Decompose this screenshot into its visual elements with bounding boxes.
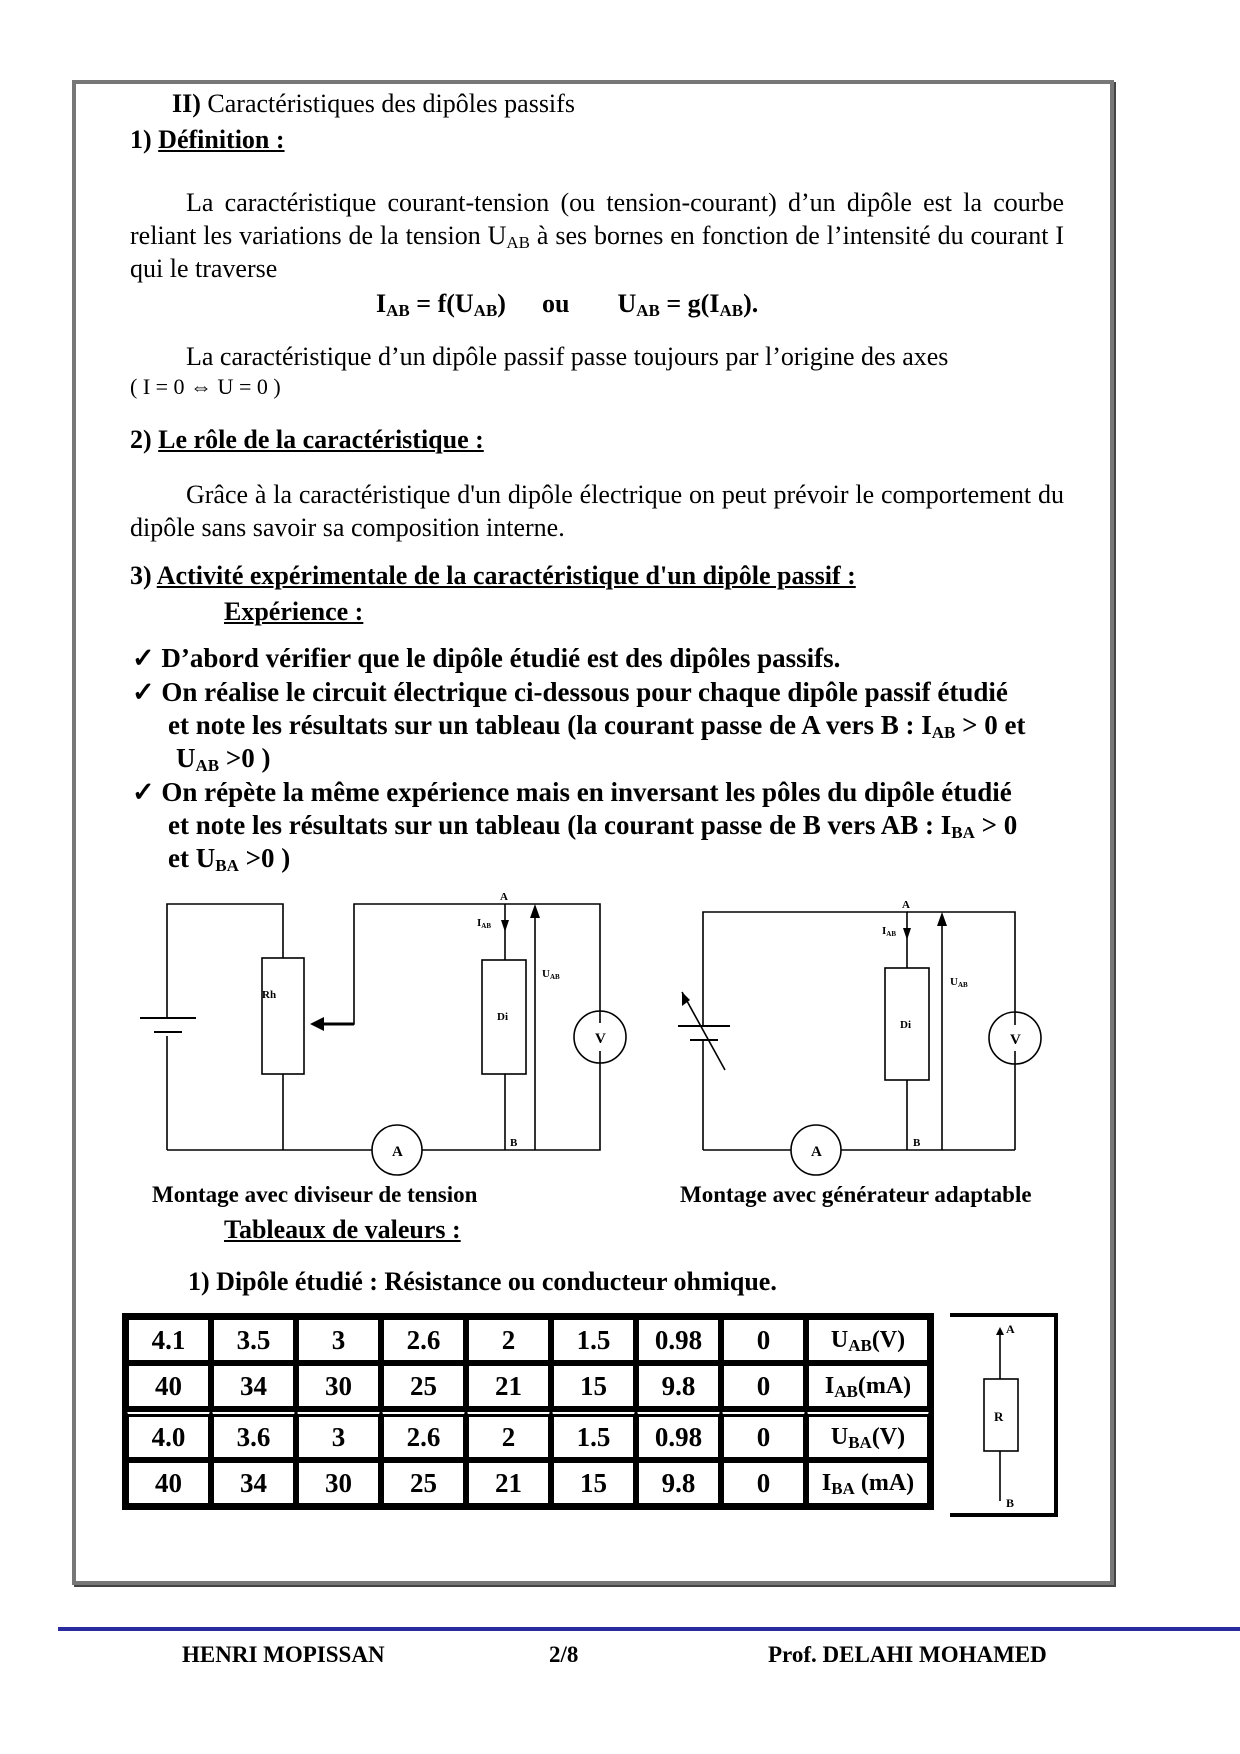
caption-circuit-2: Montage avec générateur adaptable	[680, 1182, 1032, 1207]
svg-text:A: A	[1006, 1322, 1015, 1336]
ammeter-label: A	[392, 1144, 403, 1160]
footer-author: Prof. DELAHI MOHAMED	[768, 1642, 1047, 1667]
node-b-label: B	[510, 1137, 518, 1149]
row-label-uab: $U_{AB}(V)$	[806, 1317, 930, 1363]
check-item-2-line2: et note les résultats sur un tableau (la courant passe de A vers B : $I_{AB} > 0$ et	[168, 710, 1026, 742]
check-item-3-line3: et $U_{BA} >0$ )	[168, 843, 291, 875]
dipole-label-2: Di	[900, 1019, 911, 1031]
row-label-iba: $I_{BA}$ (mA)	[806, 1460, 930, 1506]
formula: $I_{AB} = f(U_{AB})$ ou $U_{AB} = g(I_{AB})$.	[376, 289, 759, 320]
section-title	[172, 88, 575, 120]
check-item-3-line2: et note les résultats sur un tableau (la courant passe de B vers AB : $I_{BA} > 0$	[168, 810, 1018, 842]
ammeter-label-2: A	[811, 1144, 822, 1160]
section-text: Caractéristiques des dipôles passifs	[200, 89, 575, 118]
tables-title: Tableaux de valeurs :	[224, 1215, 461, 1244]
row-label-uba: $U_{BA}(V)$	[806, 1409, 930, 1460]
node-a-label: A	[500, 891, 508, 903]
resistor-symbol	[950, 1317, 1054, 1513]
origin-paragraph: La caractéristique d’un dipôle passif passe toujours par l’origine des axes	[186, 342, 949, 371]
table-row-iba: 40 34 30 25 21 15 9.8 0 $I_{BA}$ (mA)	[126, 1460, 930, 1506]
table-row-uba: 4.0 3.6 3 2.6 2 1.5 0.98 0 $U_{BA}(V)$	[126, 1409, 930, 1460]
section-number: II)	[172, 89, 201, 118]
check-item-1: ✓ D’abord vérifier que le dipôle étudié est des dipôles passifs.	[132, 643, 841, 673]
heading-definition	[130, 124, 285, 156]
voltage-label: UAB	[542, 968, 560, 981]
footer-page-number: 2/8	[549, 1642, 579, 1667]
footer-rule	[58, 1627, 1240, 1631]
rheostat-label: Rh	[262, 989, 277, 1001]
svg-text:R: R	[994, 1409, 1004, 1424]
heading-number: 1)	[130, 125, 152, 154]
table-row-uab: 4.1 3.5 3 2.6 2 1.5 0.98 0 $U_{AB}(V)$	[126, 1317, 930, 1363]
voltmeter-label-2: V	[1010, 1032, 1021, 1048]
dipole-label: Di	[497, 1011, 508, 1023]
circuit-adjustable-generator	[670, 888, 1070, 1178]
footer-school: HENRI MOPISSAN	[182, 1642, 385, 1667]
caption-circuit-1: Montage avec diviseur de tension	[152, 1182, 478, 1207]
circuit-voltage-divider	[120, 888, 640, 1178]
node-a-label-2: A	[902, 899, 910, 911]
heading-role: 2) Le rôle de la caractéristique :	[130, 425, 484, 454]
heading-text: Définition :	[158, 125, 285, 154]
check-item-3: ✓ On répète la même expérience mais en inversant les pôles du dipôle étudié	[132, 777, 1012, 807]
row-label-iab: $I_{AB}(mA)$	[806, 1363, 930, 1409]
svg-text:B: B	[1006, 1496, 1015, 1510]
values-table	[122, 1313, 934, 1510]
voltage-label-2: UAB	[950, 976, 968, 989]
dipole-studied: 1) Dipôle étudié : Résistance ou conducteur ohmique.	[188, 1267, 777, 1296]
heading-activity: 3) Activité expérimentale de la caractéristique d'un dipôle passif :	[130, 561, 856, 590]
check-item-2: ✓ On réalise le circuit électrique ci-dessous pour chaque dipôle passif étudié	[132, 677, 1008, 707]
definition-paragraph: La caractéristique courant-tension (ou tension-courant) d’un dipôle est la courbe reliant les variations de la tension $U_{AB}$ à ses bornes en fonction de l’intensité du courant I qui le traverse	[130, 188, 1064, 283]
role-paragraph: Grâce à la caractéristique d'un dipôle électrique on peut prévoir le comportement du dipôle sans savoir sa composition interne.	[130, 480, 1064, 542]
check-item-2-line3: $U_{AB} >0$ )	[176, 743, 271, 775]
voltmeter-label: V	[595, 1031, 606, 1047]
node-b-label-2: B	[913, 1137, 921, 1149]
origin-condition: ( I = 0 ⇔ U = 0 )	[130, 374, 281, 399]
current-label-2: IAB	[882, 925, 897, 938]
table-row-iab: 40 34 30 25 21 15 9.8 0 $I_{AB}(mA)$	[126, 1363, 930, 1409]
resistor-symbol-cell	[950, 1313, 1058, 1517]
experience-heading: Expérience :	[224, 597, 364, 626]
current-label: IAB	[477, 917, 492, 930]
